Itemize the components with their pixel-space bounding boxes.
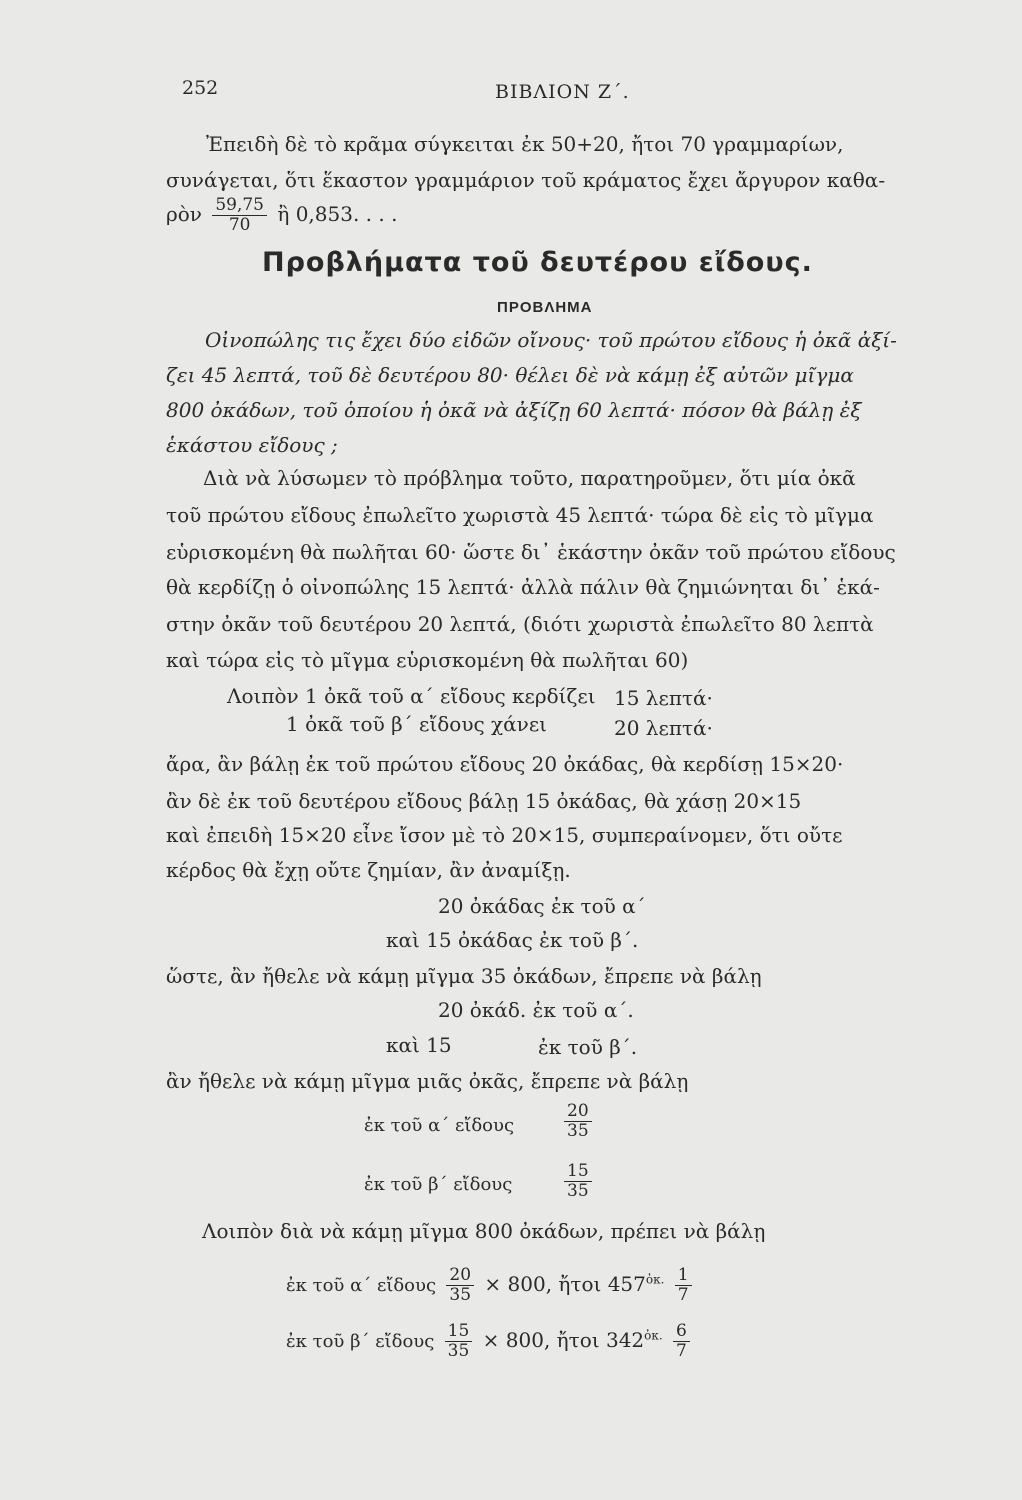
intro-line-3-prefix: ρὸν (166, 202, 202, 226)
final-b-result: × 800, ἤτοι 342 (482, 1328, 645, 1352)
final-a-line (286, 1266, 696, 1305)
argument-line-4: κέρδος θὰ ἔχῃ οὔτε ζημίαν, ἂν ἀναμίξῃ. (166, 858, 571, 882)
mix3-b-fraction: $\frac{15}{35}$ (560, 1162, 596, 1201)
section-title: Προβλήματα τοῦ δευτέρου εἴδους. (262, 247, 813, 278)
final-a-result: × 800, ἤτοι 457 (484, 1272, 646, 1296)
argument-line-2: ἂν δὲ ἐκ τοῦ δευτέρου εἴδους βάλῃ 15 ὀκάδας, θὰ χάσῃ 20×15 (166, 789, 802, 813)
problem-line-1: Οἰνοπώλης τις ἔχει δύο εἰδῶν οἴνους· τοῦ πρώτου εἴδους ἡ ὀκᾶ ἀξί- (205, 328, 897, 352)
final-b-fraction: $\frac{15}{35}$ (445, 1322, 473, 1361)
mix2-line-1: 20 ὀκάδ. ἐκ τοῦ α΄. (438, 998, 634, 1022)
mix3-intro: ἂν ἤθελε νὰ κάμῃ μῖγμα μιᾶς ὀκᾶς, ἔπρεπε νὰ βάλῃ (166, 1069, 689, 1093)
summary-line-2: 1 ὀκᾶ τοῦ β΄ εἴδους χάνει (286, 712, 548, 736)
final-b-line (286, 1322, 694, 1361)
intro-line-1: Ἐπειδὴ δὲ τὸ κρᾶμα σύγκειται ἐκ 50+20, ἤτοι 70 γραμμαρίων, (206, 132, 844, 156)
final-a-remainder: $\frac{1}{7}$ (675, 1266, 692, 1305)
final-a-label: ἐκ τοῦ α΄ εἴδους (286, 1275, 437, 1296)
problem-heading: ΠΡΟΒΛΗΜΑ (497, 299, 593, 316)
final-intro: Λοιπὸν διὰ νὰ κάμῃ μῖγμα 800 ὀκάδων, πρέπει νὰ βάλῃ (202, 1219, 766, 1243)
mix3-a-fraction: $\frac{20}{35}$ (560, 1102, 596, 1141)
final-a-unit: ὀκ. (645, 1272, 665, 1287)
summary-line-1: Λοιπὸν 1 ὀκᾶ τοῦ α΄ εἴδους κερδίζει (227, 684, 596, 708)
solution-line-5: στην ὀκᾶν τοῦ δευτέρου 20 λεπτά, (διότι χωριστὰ ἐπωλεῖτο 80 λεπτὰ (166, 612, 874, 636)
solution-line-4: θὰ κερδίζῃ ὁ οἰνοπώλης 15 λεπτά· ἀλλὰ πάλιν θὰ ζημιώνηται δι᾽ ἑκά- (166, 575, 880, 599)
running-header: ΒΙΒΛΙΟΝ Ζ΄. (495, 81, 630, 103)
summary-value-2: 20 λεπτά· (614, 716, 713, 740)
final-b-unit: ὀκ. (644, 1328, 663, 1343)
mix1-line-1: 20 ὀκάδας ἐκ τοῦ α΄ (438, 894, 646, 918)
problem-line-3: 800 ὀκάδων, τοῦ ὁποίου ἡ ὀκᾶ νὰ ἀξίζῃ 60 λεπτά· πόσον θὰ βάλῃ ἐξ (166, 398, 862, 422)
page-number: 252 (182, 77, 219, 99)
mix3-b-label: ἐκ τοῦ β΄ εἴδους (364, 1174, 513, 1195)
argument-line-1: ἄρα, ἂν βάλῃ ἐκ τοῦ πρώτου εἴδους 20 ὀκάδας, θὰ κερδίσῃ 15×20· (166, 752, 844, 776)
intro-line-3-suffix: ἢ 0,853. . . . (277, 202, 398, 226)
solution-line-3: εὑρισκομένη θὰ πωλῆται 60· ὥστε δι᾽ ἑκάστην ὀκᾶν τοῦ πρώτου εἴδους (166, 540, 896, 564)
final-a-fraction: $\frac{20}{35}$ (446, 1266, 474, 1305)
problem-line-4: ἑκάστου εἴδους ; (166, 433, 338, 457)
mix2-intro: ὥστε, ἂν ἤθελε νὰ κάμῃ μῖγμα 35 ὀκάδων, ἔπρεπε νὰ βάλῃ (166, 964, 762, 988)
mix1-line-2: καὶ 15 ὀκάδας ἐκ τοῦ β΄. (386, 928, 639, 952)
argument-line-3: καὶ ἐπειδὴ 15×20 εἶνε ἴσον μὲ τὸ 20×15, συμπεραίνομεν, ὅτι οὔτε (166, 823, 843, 847)
solution-line-6: καὶ τώρα εἰς τὸ μῖγμα εὑρισκομένη θὰ πωλῆται 60) (166, 648, 689, 672)
problem-line-2: ζει 45 λεπτά, τοῦ δὲ δευτέρου 80· θέλει δὲ νὰ κάμῃ ἐξ αὐτῶν μῖγμα (166, 363, 854, 387)
mix2-line-2b: ἐκ τοῦ β΄. (538, 1035, 638, 1059)
final-b-label: ἐκ τοῦ β΄ εἴδους (286, 1331, 435, 1352)
summary-value-1: 15 λεπτά· (614, 686, 713, 710)
intro-line-3 (166, 196, 397, 235)
final-b-remainder: $\frac{6}{7}$ (673, 1322, 690, 1361)
mix3-a-label: ἐκ τοῦ α΄ εἴδους (364, 1115, 515, 1136)
solution-line-2: τοῦ πρώτου εἴδους ἐπωλεῖτο χωριστὰ 45 λεπτά· τώρα δὲ εἰς τὸ μῖγμα (166, 503, 874, 527)
intro-line-2: συνάγεται, ὅτι ἕκαστον γραμμάριον τοῦ κράματος ἔχει ἄργυρον καθα- (166, 168, 886, 192)
intro-fraction: $\frac{59,75}{70}$ (212, 196, 267, 235)
solution-line-1: Διὰ νὰ λύσωμεν τὸ πρόβλημα τοῦτο, παρατηροῦμεν, ὅτι μία ὀκᾶ (203, 466, 856, 490)
mix2-line-2a: καὶ 15 (386, 1033, 452, 1057)
